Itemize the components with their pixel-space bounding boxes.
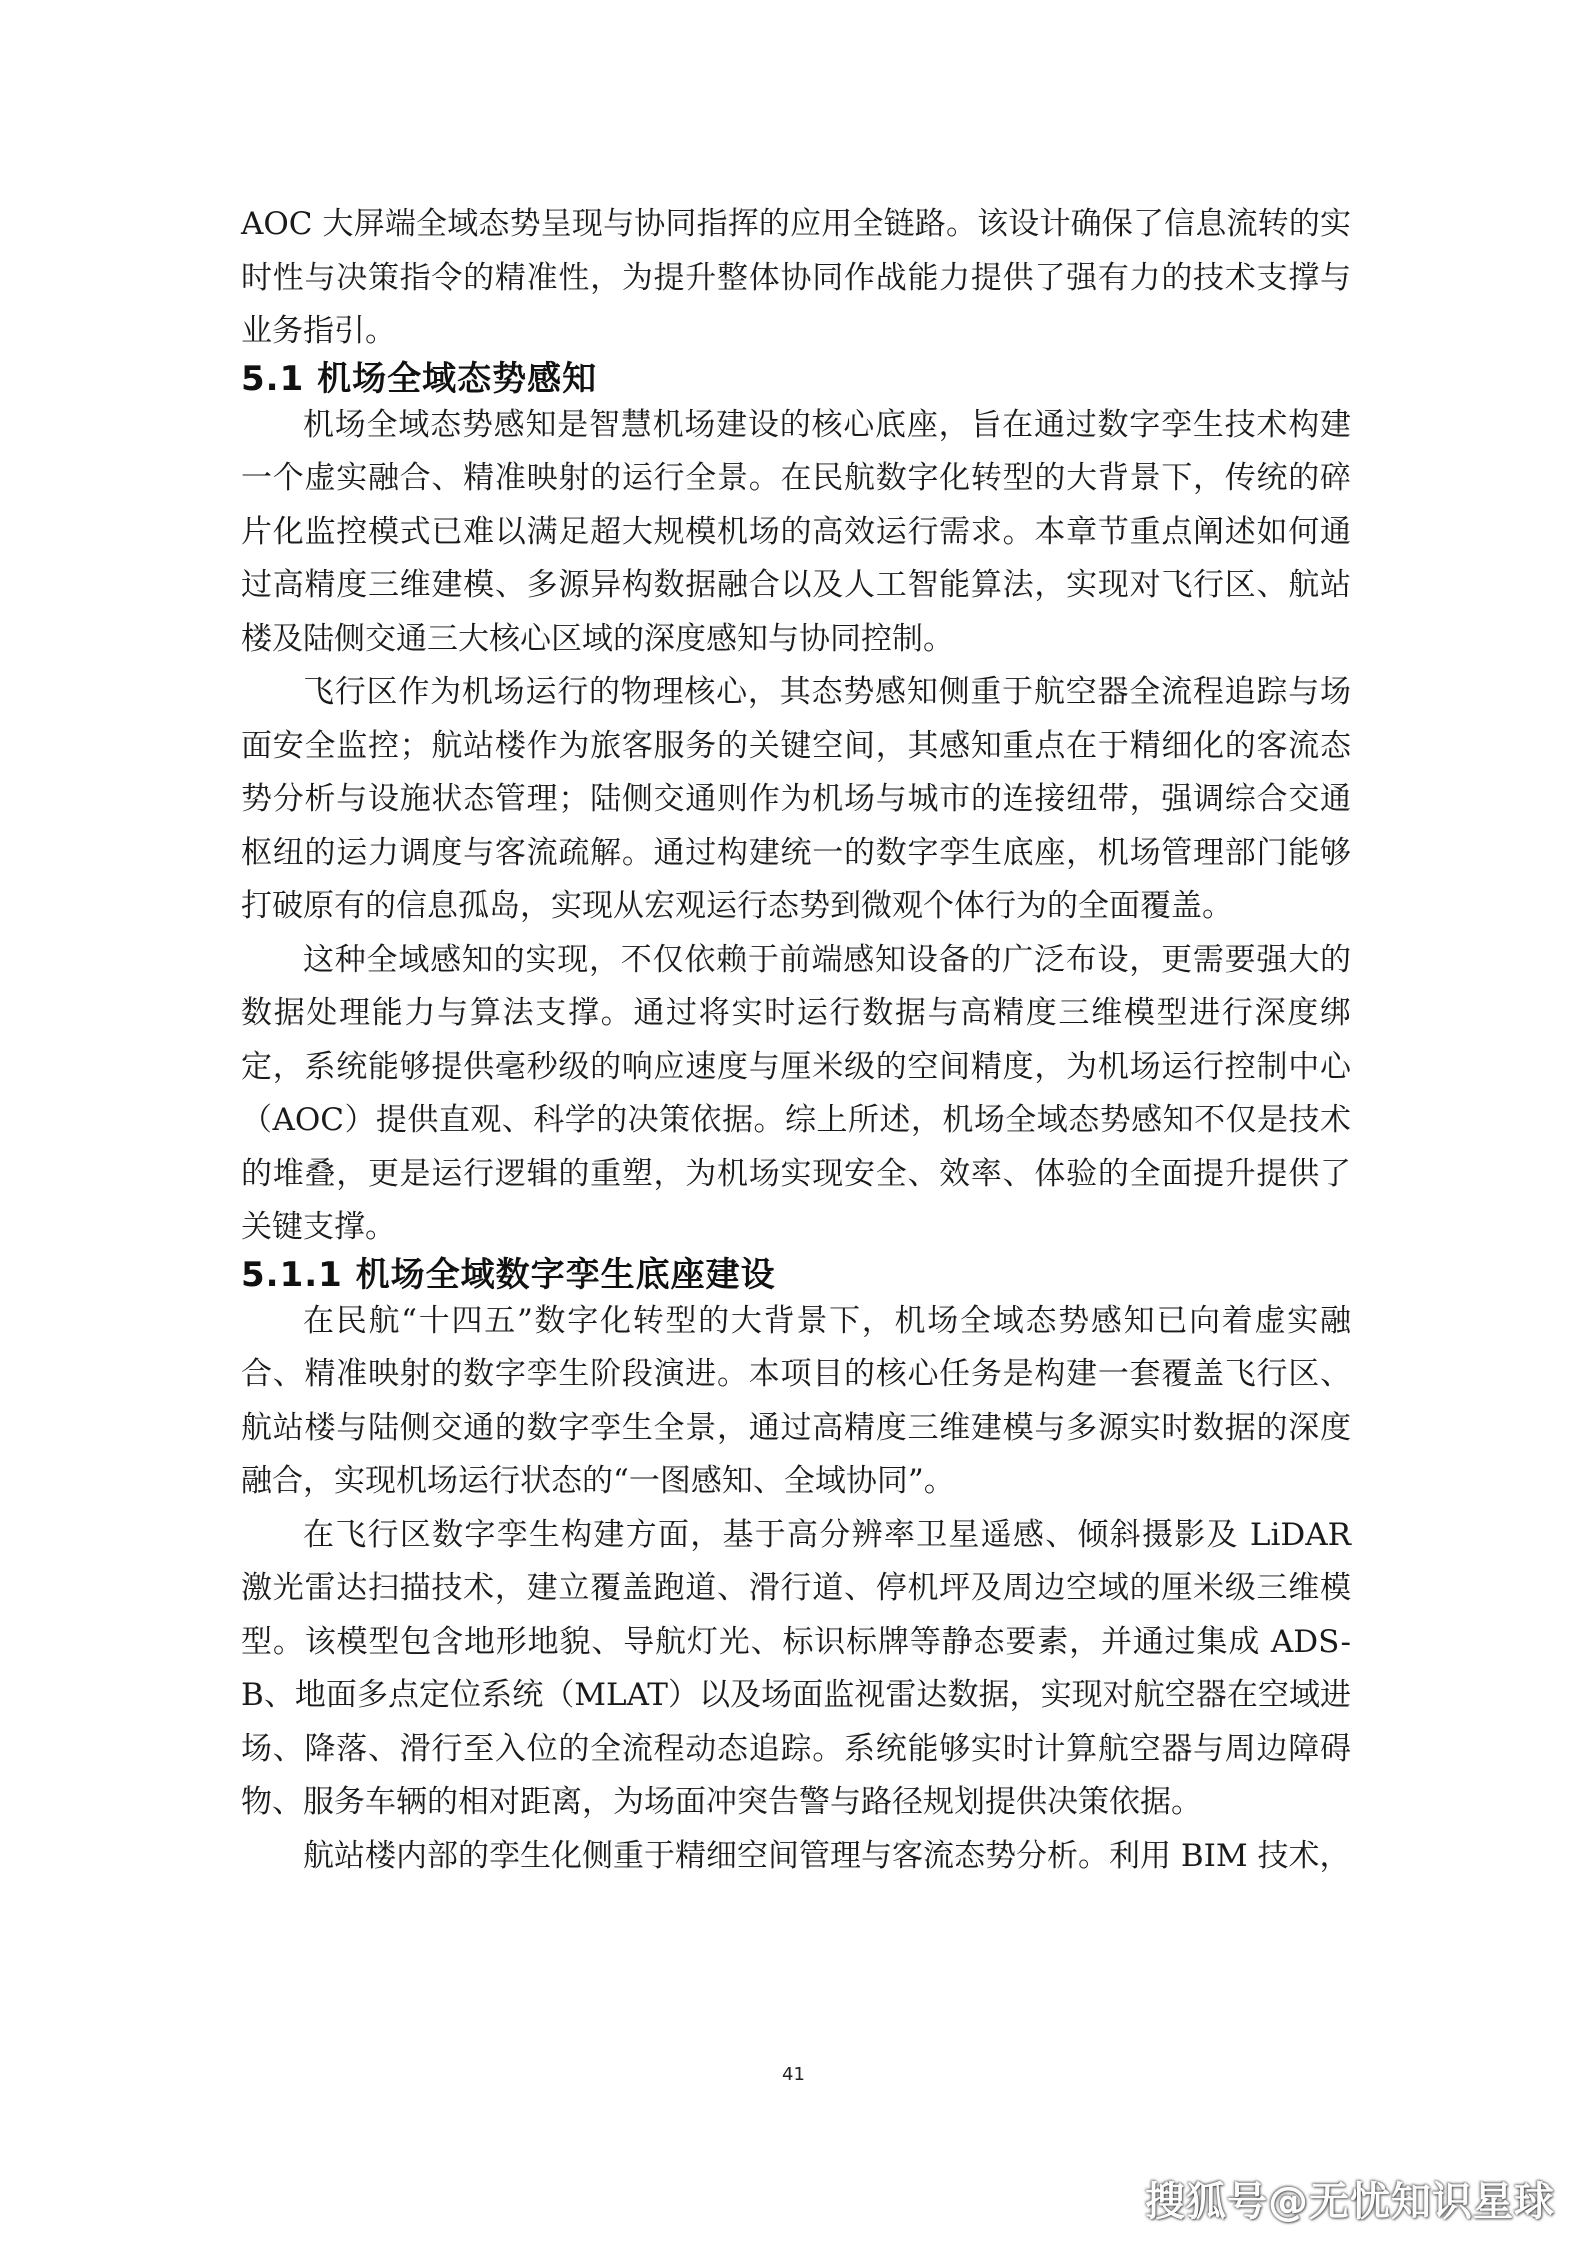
section-5-1-paragraph-3: 这种全域感知的实现，不仅依赖于前端感知设备的广泛布设，更需要强大的数据处理能力与算法支撑。通过将实时运行数据与高精度三维模型进行深度绑定，系统能够提供毫秒级的响应速度与厘米级的空间精度，为机场运行控制中心（AOC）提供直观、科学的决策依据。综上所述，机场全域态势感知不仅是技术的堆叠，更是运行逻辑的重塑，为机场实现安全、效率、体验的全面提升提供了关键支撑。 bbox=[241, 941, 1351, 1245]
section-5-1-paragraph-2: 飞行区作为机场运行的物理核心，其态势感知侧重于航空器全流程追踪与场面安全监控；航站楼作为旅客服务的关键空间，其感知重点在于精细化的客流态势分析与设施状态管理；陆侧交通则作为机场与城市的连接纽带，强调综合交通枢纽的运力调度与客流疏解。通过构建统一的数字孪生底座，机场管理部门能够打破原有的信息孤岛，实现从宏观运行态势到微观个体行为的全面覆盖。 bbox=[241, 674, 1351, 924]
intro-paragraph: AOC 大屏端全域态势呈现与协同指挥的应用全链路。该设计确保了信息流转的实时性与决策指令的精准性，为提升整体协同作战能力提供了强有力的技术支撑与业务指引。 bbox=[241, 206, 1351, 349]
section-5-1-1-paragraph-1: 在民航“十四五”数字化转型的大背景下，机场全域态势感知已向着虚实融合、精准映射的数字孪生阶段演进。本项目的核心任务是构建一套覆盖飞行区、航站楼与陆侧交通的数字孪生全景，通过高精度三维建模与多源实时数据的深度融合，实现机场运行状态的“一图感知、全域协同”。 bbox=[241, 1302, 1351, 1499]
section-heading-5-1-1: 5.1.1 机场全域数字孪生底座建设 bbox=[241, 1254, 776, 1295]
section-5-1-1-paragraph-3: 航站楼内部的孪生化侧重于精细空间管理与客流态势分析。利用 BIM 技术， bbox=[303, 1837, 1351, 1874]
page-content bbox=[241, 198, 1351, 1883]
watermark-text: 搜狐号@无忧知识星球 bbox=[1145, 2179, 1555, 2225]
section-heading-5-1: 5.1 机场全域态势感知 bbox=[241, 358, 598, 399]
page-number: 41 bbox=[782, 2064, 805, 2085]
section-5-1-1-paragraph-2: 在飞行区数字孪生构建方面，基于高分辨率卫星遥感、倾斜摄影及 LiDAR 激光雷达扫描技术，建立覆盖跑道、滑行道、停机坪及周边空域的厘米级三维模型。该模型包含地形地貌、导航灯光、标识标牌等静态要素，并通过集成 ADS-B、地面多点定位系统（MLAT）以及场面监视雷达数据，实现对航空器在空域进场、降落、滑行至入位的全流程动态追踪。系统能够实时计算航空器与周边障碍物、服务车辆的相对距离，为场面冲突告警与路径规划提供决策依据。 bbox=[241, 1516, 1351, 1820]
section-5-1-paragraph-1: 机场全域态势感知是智慧机场建设的核心底座，旨在通过数字孪生技术构建一个虚实融合、精准映射的运行全景。在民航数字化转型的大背景下，传统的碎片化监控模式已难以满足超大规模机场的高效运行需求。本章节重点阐述如何通过高精度三维建模、多源异构数据融合以及人工智能算法，实现对飞行区、航站楼及陆侧交通三大核心区域的深度感知与协同控制。 bbox=[241, 406, 1351, 657]
